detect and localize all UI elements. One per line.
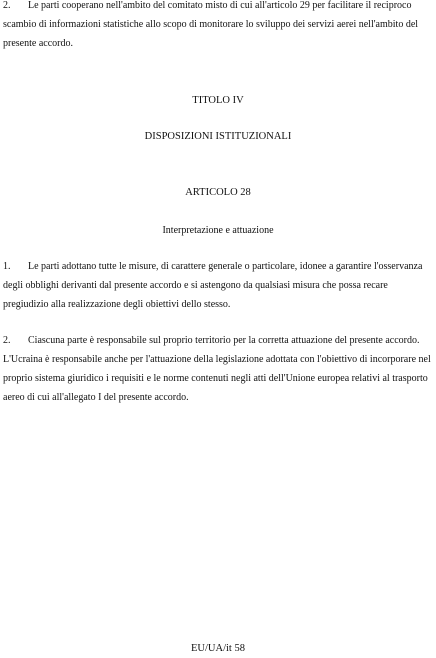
paragraph-number: 1. <box>3 261 11 272</box>
paragraph-number: 2. <box>3 335 11 346</box>
article-heading: ARTICOLO 28 <box>185 187 251 198</box>
paragraph-2-responsibility <box>3 331 433 407</box>
paragraph-text: Le parti adottano tutte le misure, di carattere generale o particolare, idonee a garantire l'osservanza degli obblighi derivanti dal presente accordo e si astengono da qualsiasi misura che possa recare pregiudizio alla realizzazione degli obiettivi dello stesso. <box>3 261 423 310</box>
paragraph-1-measures <box>3 257 433 314</box>
page-footer-reference: EU/UA/it 58 <box>191 643 245 654</box>
paragraph-text: Ciascuna parte è responsabile sul proprio territorio per la corretta attuazione del presente accordo. L'Ucraina è responsabile anche per l'attuazione della legislazione adottata con l'obiettivo di incorporare nel proprio sistema giuridico i requisiti e le norme contenuti negli atti dell'Unione europea relativi al trasporto aereo di cui all'allegato I del presente accordo. <box>3 335 431 403</box>
paragraph-text: Le parti cooperano nell'ambito del comitato misto di cui all'articolo 29 per facilitare il reciproco scambio di informazioni statistiche allo scopo di monitorare lo sviluppo dei servizi aerei nell'ambito del presente accordo. <box>3 0 419 49</box>
paragraph-number: 2. <box>3 0 11 11</box>
section-heading: DISPOSIZIONI ISTITUZIONALI <box>144 131 292 142</box>
paragraph-2-statistics <box>3 0 433 53</box>
article-subtitle: Interpretazione e attuazione <box>162 225 274 236</box>
title-heading: TITOLO IV <box>192 95 244 106</box>
